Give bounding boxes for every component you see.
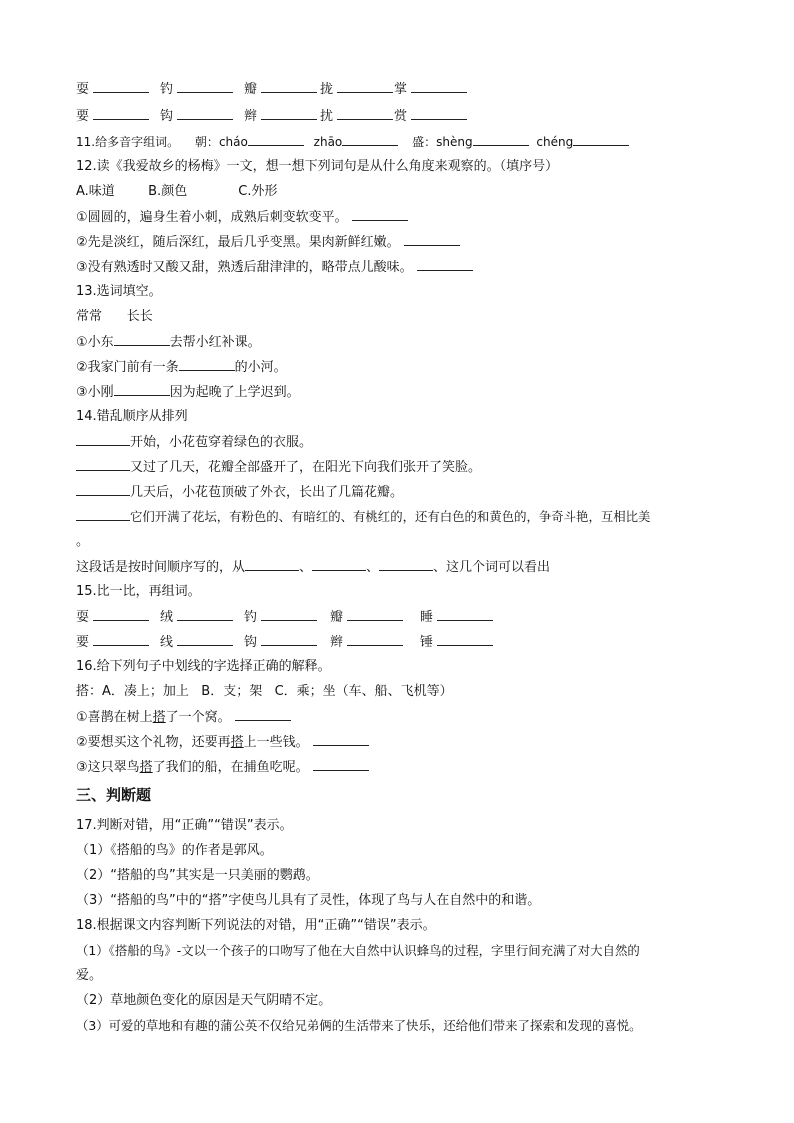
- q14-item-4-end: 。: [76, 534, 90, 549]
- answer-blank[interactable]: [177, 80, 233, 93]
- answer-blank[interactable]: [337, 107, 393, 120]
- answer-blank[interactable]: [76, 433, 130, 446]
- item-text: ②先是淡红，随后深红，最后几乎变黑。果肉新鲜红嫩。: [76, 235, 400, 250]
- char: 耍: [76, 82, 90, 97]
- item-pre: ①小东: [76, 335, 114, 350]
- q15-row-2: [76, 633, 726, 651]
- q14-summary: [76, 558, 550, 576]
- char: 辫: [330, 635, 344, 650]
- char: 掌: [394, 82, 408, 97]
- answer-blank[interactable]: [261, 633, 317, 646]
- q16-item-1: [76, 708, 291, 726]
- answer-blank[interactable]: [437, 633, 493, 646]
- item-text: 开始，小花苞穿着绿色的衣服。: [130, 435, 313, 450]
- q14-item-2: [76, 458, 481, 476]
- item-text: 它们开满了花坛，有粉色的、有暗红的、有桃红的，还有白色的和黄色的，争奇斗艳，互相比美: [130, 509, 651, 524]
- item-post: 因为起晚了上学迟到。: [169, 385, 300, 400]
- char: 辫: [244, 109, 258, 124]
- answer-blank[interactable]: [248, 133, 304, 146]
- q12-text: 12.读《我爱故乡的杨梅》一文，想一想下列词句是从什么角度来观察的。（填序号）: [76, 159, 559, 174]
- pinyin: shèng: [436, 135, 473, 149]
- pinyin: zhāo: [313, 135, 343, 149]
- q11-sheng-label: 盛：: [412, 135, 437, 149]
- char: 要: [76, 635, 90, 650]
- item-text: 几天后，小花苞顶破了外衣，长出了几篇花瓣。: [130, 485, 404, 500]
- char: 钓: [244, 610, 258, 625]
- answer-blank[interactable]: [352, 208, 408, 221]
- q17-item-1: （1）《搭船的鸟》的作者是郭风。: [76, 843, 273, 858]
- char: 要: [76, 109, 90, 124]
- q18-item-1: （1）《搭船的鸟》-文以一个孩子的口吻写了他在大自然中认识蜂鸟的过程，字里行间充满了对大自然的: [76, 943, 640, 958]
- answer-blank[interactable]: [177, 608, 233, 621]
- q17-item-3: （3）“搭船的鸟”中的“搭”字使鸟儿具有了灵性，体现了鸟与人在自然中的和谐。: [76, 893, 541, 908]
- q11-text: 11.给多音字组词。: [76, 135, 180, 149]
- q17-text: 17.判断对错，用“正确”“错误”表示。: [76, 818, 293, 833]
- q12-item-2: [76, 233, 460, 251]
- answer-blank[interactable]: [245, 558, 299, 571]
- answer-blank[interactable]: [76, 483, 130, 496]
- item-post: 了我们的船，在捕鱼吃呢。: [152, 760, 309, 775]
- item-post: 去帮小红补课。: [169, 335, 261, 350]
- summary-pre: 这段话是按时间顺序写的，从: [76, 560, 246, 575]
- item-pre: ②我家门前有一条: [76, 360, 179, 375]
- answer-blank[interactable]: [312, 558, 366, 571]
- q10-row-1: [76, 80, 726, 98]
- q17-item-2: （2）“搭船的鸟”其实是一只美丽的鹦鹉。: [76, 868, 319, 883]
- item-post: 上一些钱。: [243, 735, 309, 750]
- item-text: ①圆圆的，遍身生着小刺，成熟后刺变软变平。: [76, 210, 348, 225]
- char: 睡: [420, 610, 434, 625]
- char: 耍: [76, 610, 90, 625]
- answer-blank[interactable]: [437, 608, 493, 621]
- item-text: ③没有熟透时又酸又甜，熟透后甜津津的，略带点儿酸味。: [76, 260, 413, 275]
- summary-post: 、这几个词可以看出: [433, 560, 551, 575]
- option-b: B.颜色: [148, 184, 188, 199]
- answer-blank[interactable]: [235, 708, 291, 721]
- option-a: A.味道: [76, 184, 115, 199]
- char: 瓣: [330, 610, 344, 625]
- item-text: 又过了几天，花瓣全部盛开了，在阳光下向我们张开了笑脸。: [130, 460, 482, 475]
- q13-item-1: [76, 333, 261, 351]
- char: 扰: [320, 109, 334, 124]
- answer-blank[interactable]: [76, 508, 130, 521]
- answer-blank[interactable]: [177, 107, 233, 120]
- answer-blank[interactable]: [261, 80, 317, 93]
- char: 锤: [420, 635, 434, 650]
- char: 钩: [160, 109, 174, 124]
- q15-row-1: [76, 608, 726, 626]
- answer-blank[interactable]: [93, 107, 149, 120]
- q11: [76, 133, 629, 151]
- answer-blank[interactable]: [337, 80, 393, 93]
- answer-blank[interactable]: [417, 258, 473, 271]
- q12-item-1: [76, 208, 408, 226]
- q14-item-4: [76, 508, 650, 526]
- answer-blank[interactable]: [473, 133, 529, 146]
- item-post: 的小河。: [234, 360, 287, 375]
- item-pre: ③小刚: [76, 385, 114, 400]
- answer-blank[interactable]: [573, 133, 629, 146]
- answer-blank[interactable]: [347, 608, 403, 621]
- char: 钓: [160, 82, 174, 97]
- answer-blank[interactable]: [411, 80, 467, 93]
- q18-text: 18.根据课文内容判断下列说法的对错，用“正确”“错误”表示。: [76, 918, 436, 933]
- q12-options: [76, 183, 278, 201]
- q13-words: 常常 长长: [76, 309, 153, 324]
- char: 瓣: [244, 82, 258, 97]
- answer-blank[interactable]: [93, 608, 149, 621]
- answer-blank[interactable]: [404, 233, 460, 246]
- underlined-char: 搭: [139, 760, 153, 775]
- q18-item-2: （2）草地颜色变化的原因是天气阴晴不定。: [76, 993, 332, 1008]
- q16-definitions: 搭：A．凑上；加上 B．支；架 C．乘；坐（车、船、飞机等）: [76, 684, 453, 699]
- q15-text: 15.比一比，再组词。: [76, 584, 201, 599]
- option-c: C.外形: [238, 184, 278, 199]
- section-title: 三、判断题: [76, 786, 152, 804]
- q10-row-2: [76, 107, 726, 125]
- answer-blank[interactable]: [93, 633, 149, 646]
- q13-text: 13.选词填空。: [76, 284, 162, 299]
- q14-text: 14.错乱顺序从排列: [76, 409, 188, 424]
- separator: 、: [299, 560, 313, 575]
- item-pre: ①喜鹊在树上: [76, 710, 153, 725]
- separator: 、: [366, 560, 380, 575]
- answer-blank[interactable]: [114, 333, 170, 346]
- q14-item-3: [76, 483, 403, 501]
- answer-blank[interactable]: [342, 133, 398, 146]
- answer-blank[interactable]: [313, 733, 369, 746]
- char: 拢: [320, 82, 334, 97]
- item-post: 了一个窝。: [165, 710, 231, 725]
- q18-item-3: （3）可爱的草地和有趣的蒲公英不仅给兄弟俩的生活带来了快乐，还给他们带来了探索和发现的喜悦。: [76, 1018, 642, 1033]
- q13-item-3: [76, 383, 300, 401]
- pinyin: cháo: [218, 135, 248, 149]
- answer-blank[interactable]: [411, 107, 467, 120]
- answer-blank[interactable]: [177, 633, 233, 646]
- answer-blank[interactable]: [379, 558, 433, 571]
- item-pre: ②要想买这个礼物，还要再: [76, 735, 231, 750]
- underlined-char: 搭: [152, 710, 166, 725]
- q18-item-1-cont: 爱。: [76, 968, 103, 983]
- q13-item-2: [76, 358, 287, 376]
- item-pre: ③这只翠鸟: [76, 760, 140, 775]
- answer-blank[interactable]: [114, 383, 170, 396]
- char: 钩: [244, 635, 258, 650]
- answer-blank[interactable]: [347, 633, 403, 646]
- answer-blank[interactable]: [93, 80, 149, 93]
- pinyin: chéng: [536, 135, 574, 149]
- answer-blank[interactable]: [313, 758, 369, 771]
- char: 赏: [394, 109, 408, 124]
- q12-item-3: [76, 258, 473, 276]
- q14-item-1: [76, 433, 312, 451]
- char: 线: [160, 635, 174, 650]
- q16-item-3: [76, 758, 369, 776]
- answer-blank[interactable]: [76, 458, 130, 471]
- answer-blank[interactable]: [179, 358, 235, 371]
- q11-zhao-label: 朝：: [194, 135, 219, 149]
- q16-item-2: [76, 733, 369, 751]
- answer-blank[interactable]: [261, 107, 317, 120]
- answer-blank[interactable]: [261, 608, 317, 621]
- q16-text: 16.给下列句子中划线的字选择正确的解释。: [76, 659, 331, 674]
- char: 绒: [160, 610, 174, 625]
- underlined-char: 搭: [230, 735, 244, 750]
